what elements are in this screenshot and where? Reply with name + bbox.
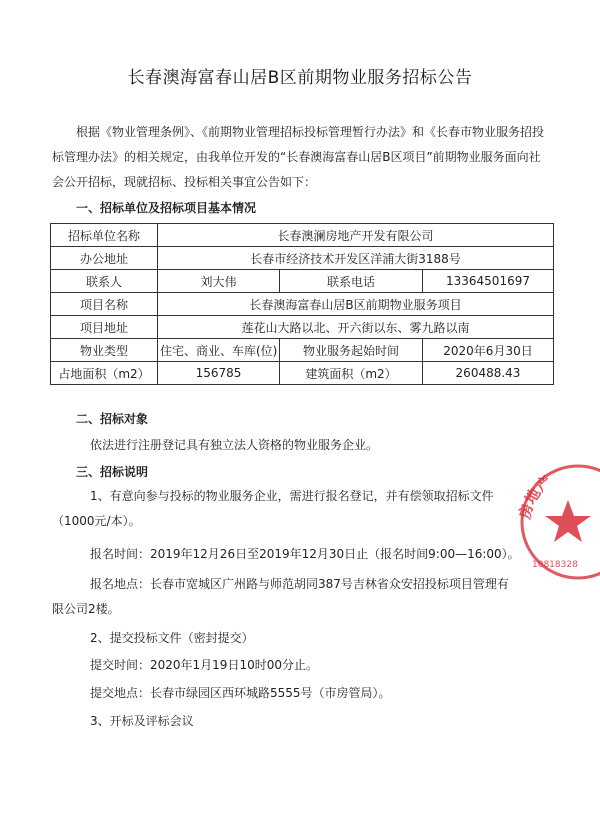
table-label: 招标单位名称 — [51, 224, 158, 247]
intro-paragraph: 根据《物业管理条例》、《前期物业管理招标投标管理暂行办法》和《长春市物业服务招投标管理办法》的相关规定，由我单位开发的“长春澳海富春山居B区项目”前期物业服务面向社会公开招标，现就招标、投标相关事宜公告如下： — [52, 125, 545, 189]
project-info-table — [50, 223, 554, 385]
table-label: 项目名称 — [51, 293, 158, 316]
table-label: 物业服务起始时间 — [280, 339, 423, 362]
table-value: 长春澳澜房地产开发有限公司 — [158, 224, 554, 247]
table-row — [51, 293, 554, 316]
table-row — [51, 270, 554, 293]
company-seal-stamp — [508, 450, 600, 590]
table-value: 260488.43 — [423, 362, 554, 385]
table-label: 项目地址 — [51, 316, 158, 339]
table-value: 长春澳海富春山居B区前期物业服务项目 — [158, 293, 554, 316]
table-value: 刘大伟 — [158, 270, 280, 293]
section-1-heading: 一、招标单位及招标项目基本情况 — [76, 201, 257, 215]
table-value: 156785 — [158, 362, 280, 385]
table-value: 长春市经济技术开发区洋浦大街3188号 — [158, 247, 554, 270]
table-value: 住宅、商业、车库(位) — [158, 339, 280, 362]
seal-number: 10818328 — [532, 560, 578, 570]
table-value: 2020年6月30日 — [423, 339, 554, 362]
table-label: 办公地址 — [51, 247, 158, 270]
section-2-heading: 二、招标对象 — [76, 412, 149, 426]
table-label: 联系人 — [51, 270, 158, 293]
table-row — [51, 247, 554, 270]
table-label: 建筑面积（m2） — [280, 362, 423, 385]
table-value: 13364501697 — [423, 270, 554, 293]
submission-place: 提交地点：长春市绿园区西环城路5555号（市房管局）。 — [90, 686, 391, 700]
registration-place: 报名地点：长春市宽城区广州路与师范胡同387号吉林省众安招投标项目管理有限公司2楼。 — [52, 577, 509, 616]
svg-text:房地产 — [516, 472, 556, 522]
submission-time: 提交时间：2020年1月19日10时00分止。 — [90, 658, 318, 672]
table-row — [51, 316, 554, 339]
table-label: 物业类型 — [51, 339, 158, 362]
table-label: 占地面积（m2） — [51, 362, 158, 385]
item-1-text: 1、有意向参与投标的物业服务企业，需进行报名登记，并有偿领取招标文件（1000元/本）。 — [52, 489, 494, 528]
item-3-text: 3、开标及评标会议 — [90, 714, 194, 728]
table-row — [51, 339, 554, 362]
seal-arc-text: 房地产 — [515, 471, 556, 521]
table-label: 联系电话 — [280, 270, 423, 293]
registration-time: 报名时间：2019年12月26日至2019年12月30日止（报名时间9:00—16:00）。 — [90, 547, 520, 561]
table-row — [51, 224, 554, 247]
section-2-text: 依法进行注册登记具有独立法人资格的物业服务企业。 — [90, 438, 379, 452]
table-value: 莲花山大路以北、开六街以东、雾九路以南 — [158, 316, 554, 339]
page-title: 长春澳海富春山居B区前期物业服务招标公告 — [127, 68, 473, 88]
table-row — [51, 362, 554, 385]
seal-star-icon — [545, 500, 591, 542]
item-2-text: 2、提交投标文件（密封提交） — [90, 631, 254, 645]
section-3-heading: 三、招标说明 — [76, 465, 149, 479]
